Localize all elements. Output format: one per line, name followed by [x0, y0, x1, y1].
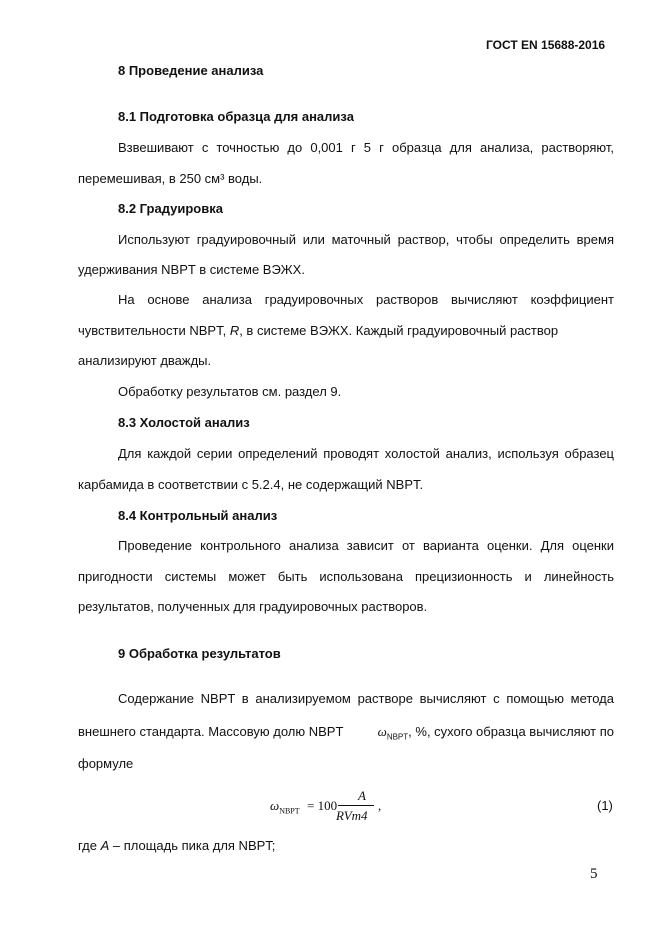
paragraph-line: карбамида в соответствии с 5.2.4, не содержащий NBPT. — [78, 477, 424, 492]
text-fragment: , в системе ВЭЖХ. Каждый градуировочный раствор — [239, 323, 559, 338]
paragraph-line: Обработку результатов см. раздел 9. — [118, 384, 342, 399]
formula-fraction-bar — [338, 805, 374, 806]
formula-denominator: RVm4 — [336, 808, 368, 823]
paragraph-line: Используют градуировочный или маточный раствор, чтобы определить время — [118, 232, 614, 247]
section-8-heading: 8 Проведение анализа — [118, 63, 264, 78]
formula-omega: ω — [270, 798, 280, 813]
paragraph-line: удерживания NBPT в системе ВЭЖХ. — [78, 262, 305, 277]
symbol-omega: ω — [377, 724, 387, 739]
section-9-heading: 9 Обработка результатов — [118, 646, 281, 661]
paragraph-line: Взвешивают с точностью до 0,001 г 5 г образца для анализа, растворяют, — [118, 140, 614, 155]
symbol-r: R — [229, 323, 240, 338]
standard-designation: ГОСТ EN 15688-2016 — [486, 38, 606, 52]
formula-1 — [270, 788, 390, 828]
text-fragment: , %, сухого образца вычисляют по — [408, 724, 614, 739]
text-fragment: внешнего стандарта. Массовую долю NBPT — [78, 724, 344, 739]
paragraph-line: пригодности системы может быть использована прецизионность и линейность — [78, 569, 614, 584]
section-8-1-heading: 8.1 Подготовка образца для анализа — [118, 109, 354, 124]
section-8-2-heading: 8.2 Градуировка — [118, 201, 223, 216]
where-clause — [78, 838, 275, 854]
paragraph-line-with-symbol — [78, 323, 614, 339]
paragraph-line: формуле — [78, 756, 134, 771]
formula-numerator: A — [358, 788, 366, 803]
formula-number: (1) — [597, 798, 613, 813]
formula-comma: , — [378, 798, 382, 813]
section-8-3-heading: 8.3 Холостой анализ — [118, 415, 250, 430]
formula-lhs — [270, 798, 300, 816]
where-text: – площадь пика для NBPT; — [109, 838, 276, 853]
page-number: 5 — [590, 866, 598, 882]
paragraph-line: анализируют дважды. — [78, 353, 212, 368]
paragraph-line: перемешивая, в 250 см³ воды. — [78, 171, 263, 186]
formula-equals-coefficient: = 100 — [307, 798, 338, 813]
section-8-4-heading: 8.4 Контрольный анализ — [118, 508, 278, 523]
formula-lhs-subscript: NBPT — [279, 806, 300, 816]
paragraph-line: Содержание NBPT в анализируемом растворе вычисляют с помощью метода — [118, 691, 614, 706]
where-symbol: A — [100, 838, 110, 853]
paragraph-line-with-symbol — [78, 724, 614, 746]
paragraph-line: Для каждой серии определений проводят холостой анализ, используя образец — [118, 446, 614, 461]
symbol-subscript: NBPT — [386, 732, 409, 742]
text-fragment: чувствительности NBPT, — [78, 323, 230, 338]
paragraph-line: результатов, полученных для градуировочных растворов. — [78, 599, 428, 614]
paragraph-line: Проведение контрольного анализа зависит от варианта оценки. Для оценки — [118, 538, 614, 553]
paragraph-line: На основе анализа градуировочных растворов вычисляют коэффициент — [118, 292, 614, 307]
where-prefix: где — [78, 838, 101, 853]
